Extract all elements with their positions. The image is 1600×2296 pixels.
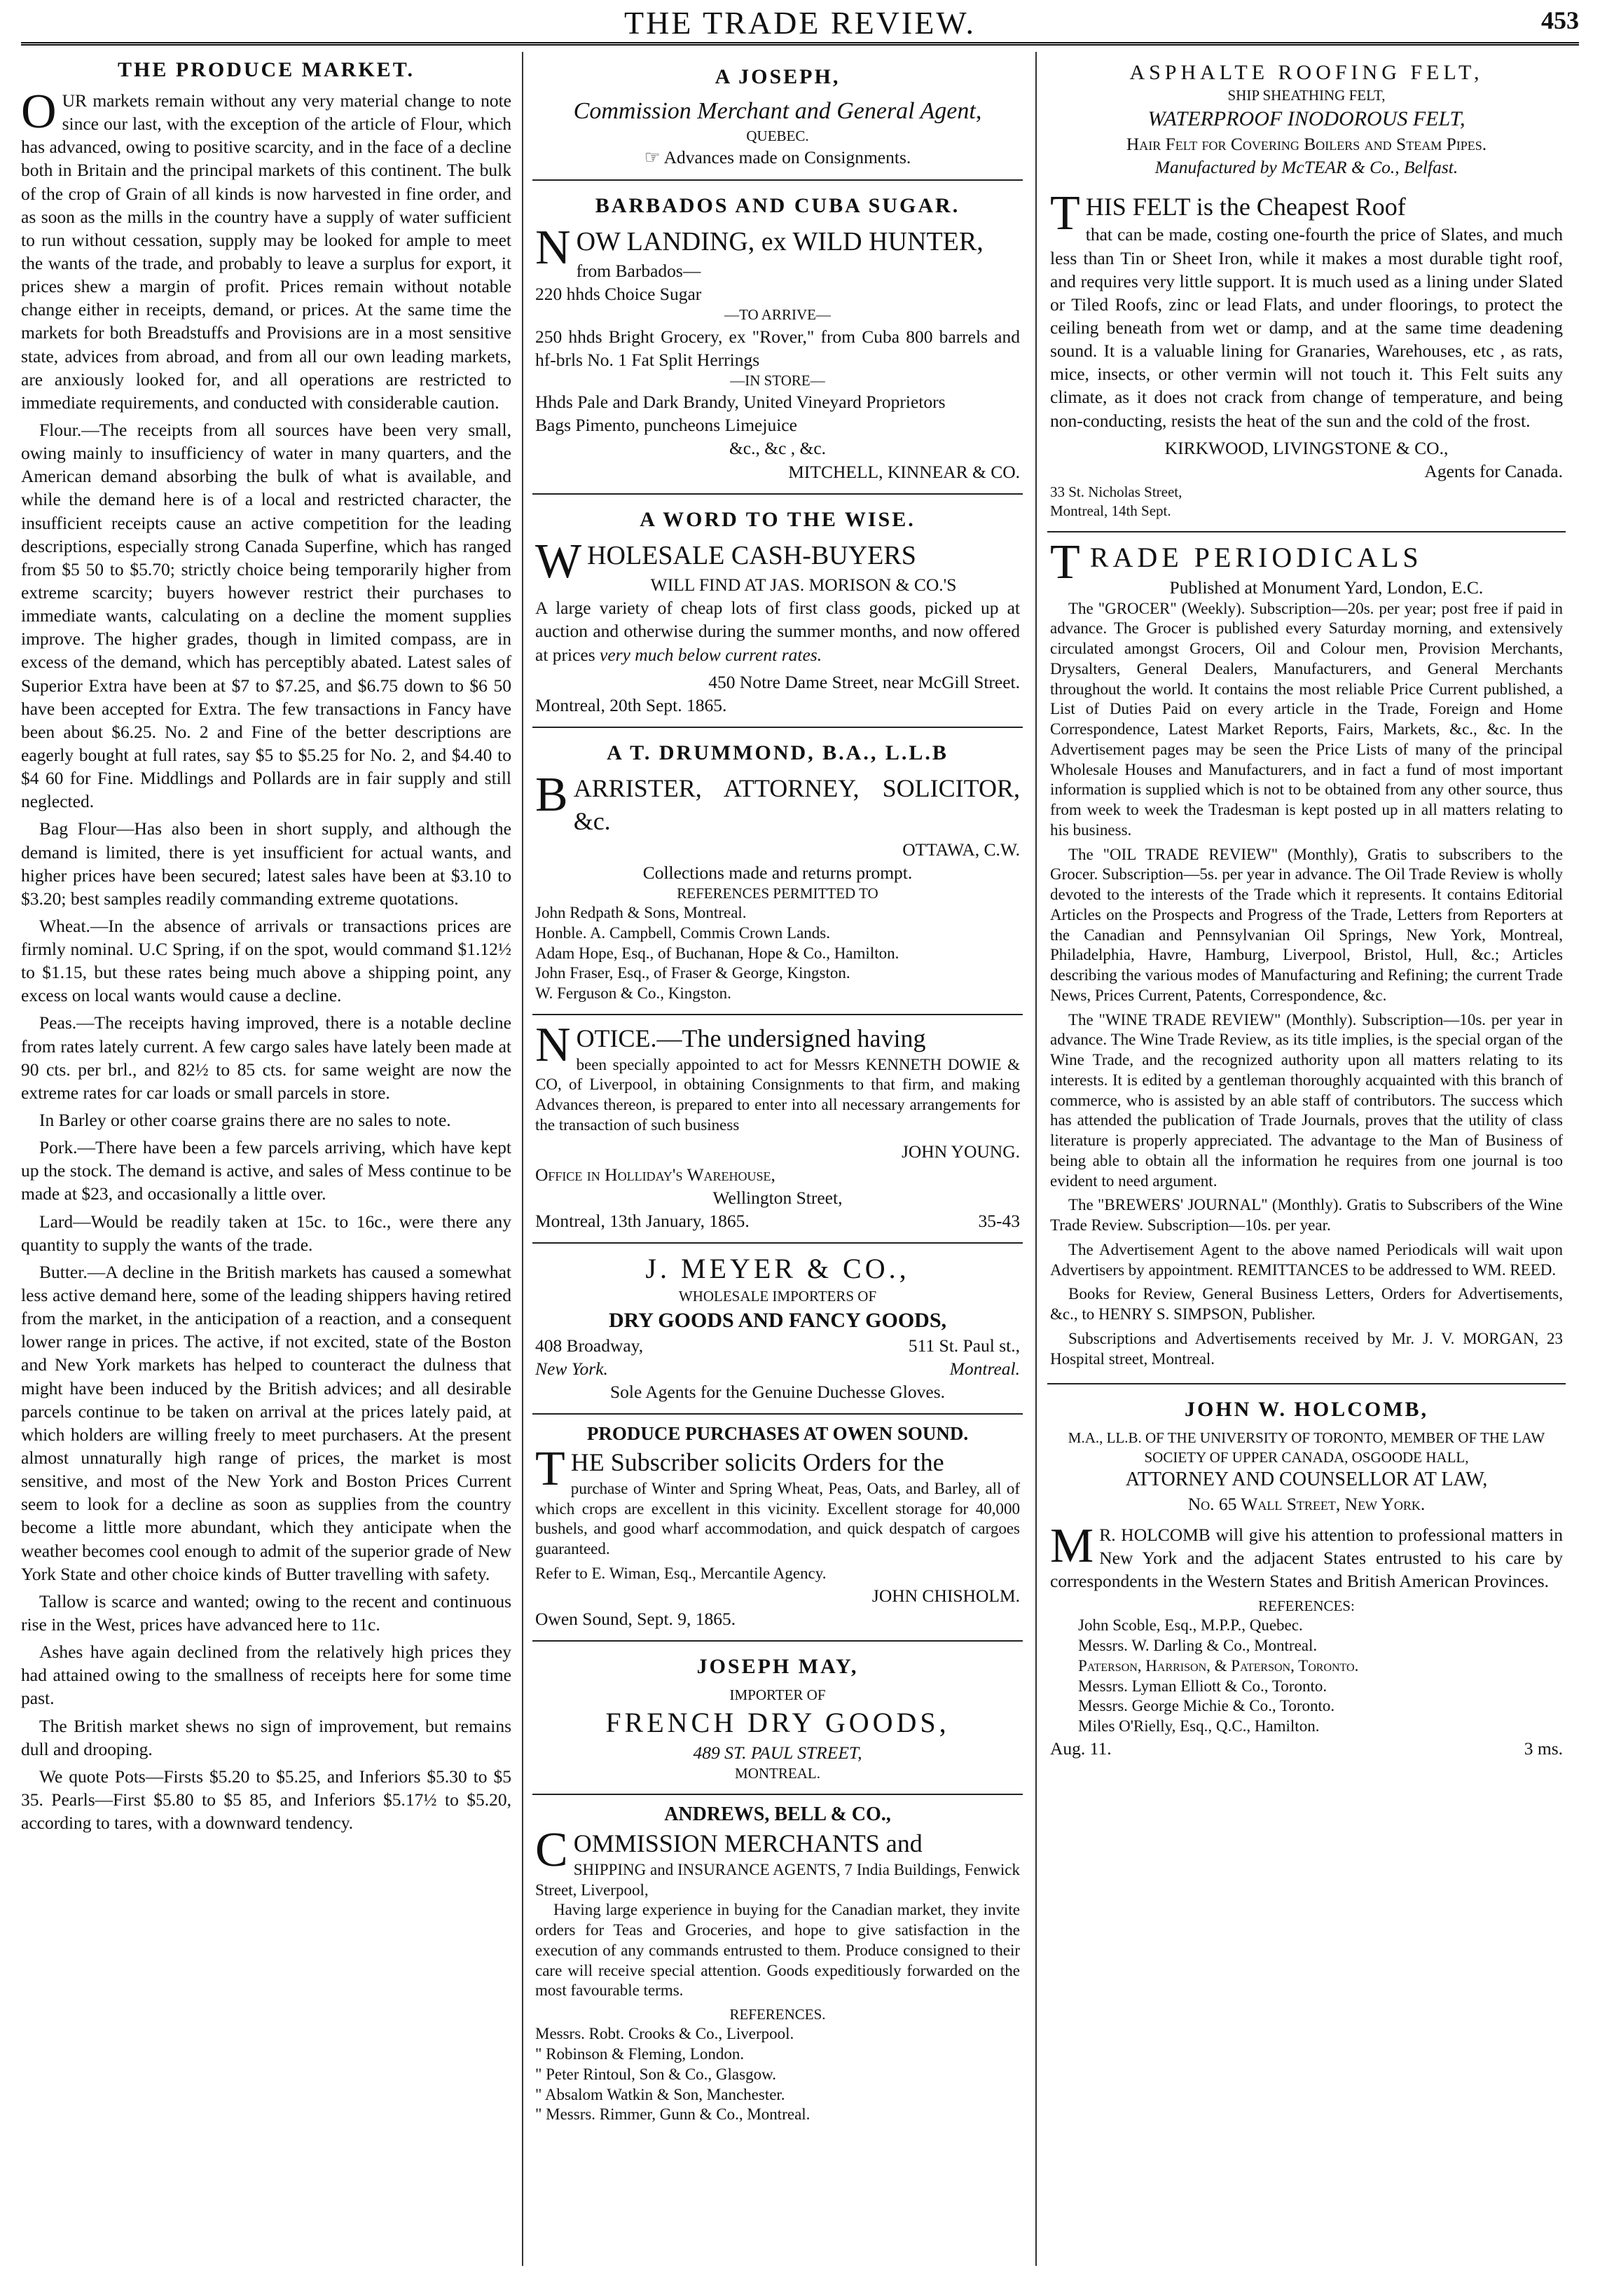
ad-title: JOHN W. HOLCOMB, bbox=[1184, 1398, 1429, 1422]
flour-paragraph: Flour.—The receipts from all sources have been very small, owing mainly to insufficiency of water in many quarters, and the American demand absorbing the bulk of what is available, and while the demand here is of a local and restricted character, the insufficient receipts cause an active competition for the leading descriptions, especially strong Canada Superfine, which has ranged from $5 50 to $5.70; strictly choice being temporarily higher from extreme scarcity; buyers however restrict their purchases to immediate wants, calculating on a decline the moment supplies improve. The higher grades, though in limited compass, are in excess of the demand, which has perceptibly abated. Latest sales of Superior Extra have been at $7 to $7.25, and $6.75 down to $6 50 have been accepted for Extra. The few transactions in Fancy have been about $6.25. No. 2 and Fine of the better descriptions are eagerly bought at full rates, say $5 to $5.25 for No. 2, and $4.40 to $4 60 for Fine. Middlings and Pollards are in fair supply and still neglected. bbox=[21, 419, 511, 812]
ad-references bbox=[535, 2024, 1020, 2125]
ad-references bbox=[1050, 1616, 1563, 1737]
pork-paragraph: Pork.—There have been a few parcels arriving, which have kept up the stock. The demand is active, and sales of Mess continue to be made at $23, and occasionally a little over. bbox=[21, 1137, 511, 1204]
oil-trade-paragraph: The "OIL TRADE REVIEW" (Monthly), Gratis to subscribers to the Grocer. Subscription—5s. per year in advance. The Oil Trade Review is wholly devoted to the interests of the Trade which it represents. It contains Editorial Articles on the Prospects and Progress of the Trade, Letters from Reporters at the Canadian and Pennsylvanian Oil Springs, New York, Montreal, Philadelphia, Havre, Hamburg, Liverpool, Bristol, Hull, &c.; Articles describing the various modes of Manufacturing and Refining; the current Trade News, Prices Current, Patents, Correspondence, &c. bbox=[1050, 845, 1563, 1004]
ad-reference: Refer to E. Wiman, Esq., Mercantile Agency. bbox=[535, 1564, 827, 1582]
butter-paragraph: Butter.—A decline in the British markets has caused a somewhat less active demand here, some of the leading shippers having retired from the market, in the anticipation of a reaction, and a consequent lower range in prices. The active, if not excited, state of the Boston and New York markets has helped to counteract the dulness that might have been induced by the British advices; and all desirable parcels continue to be taken on arrival at the prices lately paid, at which holders are willing freely to meet purchasers. At the present almost unnaturally high range of prices, the market is most sensitive, and most of the New York and Boston Prices Current seem to look for a decline as soon as supplies from the country become a little more abundant, which they anticipate when the weather becomes cool enough to admit of the superior grade of New York State and other choice kinds of Butter travelling with safety. bbox=[21, 1261, 511, 1584]
ad-line: 220 hhds Choice Sugar bbox=[535, 284, 702, 305]
ad-body: been specially appointed to act for Messrs KENNETH DOWIE & CO, of Liverpool, in obtaining Consignments to that firm, and making Advances thereon, is prepared to enter into all necessary arrangements for the transaction of such business bbox=[535, 1055, 1020, 1134]
ad-drummond bbox=[532, 728, 1023, 1015]
column-produce-market bbox=[21, 52, 511, 2280]
ad-joseph bbox=[532, 52, 1023, 181]
ad-credentials: M.A., LL.B. OF THE UNIVERSITY OF TORONTO, MEMBER OF THE LAW SOCIETY OF UPPER CANADA, OSGOODE HALL, bbox=[1068, 1429, 1545, 1466]
ad-cities bbox=[535, 1357, 1020, 1380]
wine-trade-paragraph: The "WINE TRADE REVIEW" (Monthly). Subscription—10s. per year in advance. The Wine Trade Review, as its title implies, is the special organ of the Wine Trade, and the recognized authority upon all matters relating to its interests. It is edited by a gentleman thoroughly acquainted with this branch of commerce, who is assisted by an able staff of contributors. The success which has attended the publication of Trade Journals, proves that the utility of class literature is properly appreciated. The advantage to the Man of Business of being able to obtain all the information he requires from one journal is too evident to need argument. bbox=[1050, 1010, 1563, 1190]
ad-date: Montreal, 20th Sept. 1865. bbox=[535, 694, 727, 715]
intro-text: UR markets remain without any very material change to note since our last, with the exception of the article of Flour, which has advanced, owing to positive scarcity, and in the face of a decline both in Britain and the principal markets of this continent. The bulk of the crop of Grain of all kinds is now harvested in fine order, and as soon as the mills in the country have a supply of water sufficient to run without cessation, supply may be looked for ample to meet the wants of the trade, and probably to leave a surplus for export, it prices shew a margin of profit. Prices remain without notable change either in receipts, demand, or prices. At the same time the markets for both Breadstuffs and Provisions are in a most sensitive state, advices from abroad, and from all our own leading markets, are anxiously looked for, and all operations are restricted to immediate requirements, and conducted with considerable caution. bbox=[21, 90, 511, 413]
ad-address: Wellington Street, bbox=[712, 1187, 843, 1208]
ad-body: purchase of Winter and Spring Wheat, Peas, Oats, and Barley, all of which crops are excellent in this vicinity. Excellent storage for 40,000 bushels, and good wharf accommodation, and quick despatch of cargoes guaranteed. bbox=[535, 1479, 1020, 1558]
drop-cap: O bbox=[21, 85, 57, 139]
ad-title bbox=[535, 1823, 1020, 1878]
ad-body-text: A large variety of cheap lots of first class goods, picked up at auction and otherwise during the summer months, and now offered at prices bbox=[535, 598, 1020, 665]
ad-title-text: HOLESALE CASH-BUYERS bbox=[587, 540, 916, 570]
agent-paragraph: The Advertisement Agent to the above named Periodicals will wait upon Advertisers by appointment. REMITTANCES to be addressed to WM. REED. bbox=[1050, 1240, 1563, 1279]
ad-barbados-sugar bbox=[532, 181, 1023, 495]
ad-refs-label: REFERENCES. bbox=[729, 2006, 826, 2023]
ad-city: New York. bbox=[535, 1358, 608, 1379]
ad-title: J. MEYER & CO., bbox=[645, 1253, 910, 1285]
wheat-paragraph: Wheat.—In the absence of arrivals or transactions prices are firmly nominal. U.C Spring, if on the spot, would command $1.12½ to $1.15, but these rates being much above a shipping point, any excess on local wants would cause a decline. bbox=[21, 915, 511, 1006]
ad-subtitle: Commission Merchant and General Agent, bbox=[573, 98, 982, 124]
reference-item: Miles O'Rielly, Esq., Q.C., Hamilton. bbox=[1078, 1717, 1320, 1735]
barley-paragraph: In Barley or other coarse grains there are no sales to note. bbox=[39, 1110, 451, 1131]
reference-item: Messrs. Lyman Elliott & Co., Toronto. bbox=[1078, 1677, 1327, 1695]
ad-city: QUEBEC. bbox=[746, 128, 809, 145]
ad-headline bbox=[1050, 186, 1563, 240]
ad-title-text: ARRISTER, ATTORNEY, SOLICITOR, &c. bbox=[573, 774, 1020, 835]
drop-cap: C bbox=[535, 1823, 568, 1878]
peas-paragraph: Peas.—The receipts having improved, there is a notable decline from rates lately current. A few cargo sales have lately been made at 90 cts. per brl., and 82½ to 85 cts. for same weight are now the extreme rates for car loads or small parcels in store. bbox=[21, 1012, 511, 1103]
ad-roofing-felt bbox=[1047, 52, 1566, 532]
ad-title: JOSEPH MAY, bbox=[696, 1654, 859, 1678]
ad-meyer bbox=[532, 1244, 1023, 1415]
ad-agents: Agents for Canada. bbox=[1424, 460, 1563, 481]
brewers-paragraph: The "BREWERS' JOURNAL" (Monthly). Gratis to Subscribers of the Wine Trade Review. Subscription—10s. per year. bbox=[1050, 1196, 1563, 1235]
ad-subtitle: WHOLESALE IMPORTERS OF bbox=[678, 1288, 877, 1305]
ad-references bbox=[535, 903, 1020, 1004]
ad-body-text: R. HOLCOMB will give his attention to professional matters in New York and the adjacent States entrusted to his care by correspondents in the Western States and British American Provinces. bbox=[1050, 1524, 1563, 1591]
ad-title bbox=[535, 1442, 1020, 1497]
reference-item: John Redpath & Sons, Montreal. bbox=[535, 904, 747, 922]
ad-address: 408 Broadway, bbox=[535, 1335, 644, 1356]
reference-item: John Scoble, Esq., M.P.P., Quebec. bbox=[1078, 1616, 1303, 1635]
reference-item: Messrs. George Michie & Co., Toronto. bbox=[1078, 1697, 1335, 1715]
ad-addresses bbox=[535, 1334, 1020, 1357]
header-rule bbox=[21, 42, 1579, 46]
ad-line: Bags Pimento, puncheons Limejuice bbox=[535, 415, 797, 436]
ad-body-italic: very much below current rates. bbox=[600, 644, 822, 665]
ad-note: Sole Agents for the Genuine Duchesse Gloves. bbox=[609, 1381, 946, 1402]
ad-subtitle: SHIPPING and INSURANCE AGENTS, 7 India Buildings, Fenwick Street, Liverpool, bbox=[535, 1860, 1020, 1899]
page-header bbox=[0, 0, 1600, 49]
column-advertisements-right bbox=[1047, 52, 1566, 2280]
ad-city: Montreal. bbox=[949, 1358, 1020, 1379]
drop-cap: T bbox=[535, 1442, 565, 1497]
ad-goods: FRENCH DRY GOODS, bbox=[605, 1707, 950, 1739]
bag-flour-paragraph: Bag Flour—Has also been in short supply, and although the demand is limited, there is yet insufficient for actual wants, and higher prices have been secured; latest sales have been at $3.10 to $3.20; best samples readily commanding extreme quotations. bbox=[21, 818, 511, 909]
ad-label: —IN STORE— bbox=[730, 371, 825, 389]
drop-cap: T bbox=[1050, 535, 1084, 589]
ad-heading: PRODUCE PURCHASES AT OWEN SOUND. bbox=[586, 1422, 969, 1444]
tallow-paragraph: Tallow is scarce and wanted; owing to the recent and continuous rise in the West, prices have advanced here to 11c. bbox=[21, 1590, 511, 1635]
ad-headline-text: HIS FELT is the Cheapest Roof bbox=[1085, 192, 1406, 221]
ad-joseph-may bbox=[532, 1642, 1023, 1795]
running-title: THE TRADE REVIEW. bbox=[623, 5, 976, 41]
reference-item: Paterson, Harrison, & Paterson, Toronto. bbox=[1078, 1656, 1359, 1675]
ad-date: Montreal, 14th Sept. bbox=[1050, 502, 1171, 520]
column-divider bbox=[1035, 52, 1037, 2266]
ad-title: A JOSEPH, bbox=[715, 65, 841, 88]
ad-signature: MITCHELL, KINNEAR & CO. bbox=[788, 461, 1020, 482]
ad-title bbox=[535, 767, 1020, 838]
ad-heading: A T. DRUMMOND, B.A., L.L.B bbox=[607, 741, 949, 764]
reference-item: " Messrs. Rimmer, Gunn & Co., Montreal. bbox=[535, 2105, 811, 2124]
ad-address: 33 St. Nicholas Street, bbox=[1050, 483, 1182, 500]
ad-label: —TO ARRIVE— bbox=[724, 306, 831, 324]
reference-item: " Absalom Watkin & Son, Manchester. bbox=[535, 2085, 785, 2103]
lard-paragraph: Lard—Would be readily taken at 15c. to 16c., were there any quantity to supply the wants of the trade. bbox=[21, 1211, 511, 1255]
ad-heading: A WORD TO THE WISE. bbox=[640, 507, 916, 531]
ad-subtitle: Published at Monument Yard, London, E.C. bbox=[1169, 577, 1484, 598]
page-number: 453 bbox=[1541, 6, 1579, 34]
ad-address: 489 ST. PAUL STREET, bbox=[693, 1742, 862, 1764]
ad-subtitle: WATERPROOF INODOROUS FELT, bbox=[1147, 107, 1465, 131]
ashes-paragraph: Ashes have again declined from the relatively high prices they had attained owing to the smallness of receipts here for some time past. bbox=[21, 1642, 511, 1709]
ad-footer bbox=[1050, 1737, 1563, 1760]
ad-body: that can be made, costing one-fourth the price of Slates, and much less than Tin or Sheet Iron, while it makes a most durable tight roof, and requires very little support. It is much used as a lining under Slated or Tiled Roofs, zinc or lead Flats, and under floorings, to protect the ceiling beneath from wet or damp, and at the same time deadening sound. It is a valuable lining for Granaries, Warehouses, etc , as rats, mice, insects, or other vermin will not touch it. This Felt suits any climate, as it does not crack from change of temperature, and being non-conducting, resists the heat of the sun and the cold of the frost. bbox=[1050, 224, 1563, 431]
drop-cap: M bbox=[1050, 1518, 1094, 1573]
drop-cap: T bbox=[1050, 186, 1080, 240]
ad-subtitle: IMPORTER OF bbox=[729, 1686, 826, 1703]
ad-subtitle: Hair Felt for Covering Boilers and Steam Pipes. bbox=[1126, 134, 1487, 155]
ad-notice bbox=[532, 1015, 1023, 1244]
ad-date: Montreal, 13th January, 1865. bbox=[535, 1211, 750, 1232]
ad-subtitle: SHIP SHEATHING FELT, bbox=[1227, 87, 1386, 104]
ad-line: Hhds Pale and Dark Brandy, United Vineyard Proprietors bbox=[535, 392, 946, 413]
ad-holcomb bbox=[1047, 1384, 1566, 1769]
drop-cap: N bbox=[535, 1017, 571, 1072]
ashes-market-paragraph: The British market shews no sign of improvement, but remains dull and drooping. bbox=[21, 1715, 511, 1759]
column-divider bbox=[522, 52, 523, 2266]
reference-item: John Fraser, Esq., of Fraser & George, Kingston. bbox=[535, 964, 850, 982]
ad-word-to-the-wise bbox=[532, 495, 1023, 728]
ad-body: Having large experience in buying for the Canadian market, they invite orders for Teas and Groceries, and hope to give satisfaction in the execution of any commands entrusted to them. Produce consigned to their care will receive special attention. Goods expeditiously forwarded on the most favourable terms. bbox=[535, 1901, 1020, 2000]
ad-signature: JOHN YOUNG. bbox=[901, 1141, 1020, 1162]
ad-title bbox=[535, 1017, 1020, 1072]
ad-line: from Barbados— bbox=[576, 261, 701, 282]
ad-refs-label: REFERENCES: bbox=[1258, 1597, 1355, 1614]
ad-line: 250 hhds Bright Grocery, ex "Rover," from Cuba 800 barrels and hf-brls No. 1 Fat Split Herrings bbox=[535, 326, 1020, 370]
ad-heading: ANDREWS, BELL & CO., bbox=[664, 1803, 891, 1825]
ad-title-text: OTICE.—The undersigned having bbox=[576, 1024, 926, 1052]
drop-cap: N bbox=[535, 220, 571, 275]
ad-trade-periodicals bbox=[1047, 532, 1566, 1385]
ad-maker: Manufactured by McTEAR & Co., Belfast. bbox=[1154, 157, 1458, 178]
ad-signature: KIRKWOOD, LIVINGSTONE & CO., bbox=[1164, 437, 1449, 458]
ad-title-text: OW LANDING, ex WILD HUNTER, bbox=[576, 226, 984, 256]
ad-line: &c., &c , &c. bbox=[729, 438, 827, 459]
ad-address: 511 St. Paul st., bbox=[908, 1335, 1020, 1356]
reference-item: Honble. A. Campbell, Commis Crown Lands. bbox=[535, 923, 831, 942]
ad-address: Office in Holliday's Warehouse, bbox=[535, 1164, 775, 1185]
reference-item: " Robinson & Fleming, London. bbox=[535, 2045, 745, 2063]
drop-cap: W bbox=[535, 534, 582, 589]
ad-signature: JOHN CHISHOLM. bbox=[871, 1585, 1020, 1606]
ad-date: Aug. 11. bbox=[1050, 1738, 1112, 1759]
ad-address: No. 65 Wall Street, New York. bbox=[1187, 1494, 1426, 1515]
drop-cap: B bbox=[535, 767, 568, 822]
ad-refs-label: REFERENCES PERMITTED TO bbox=[677, 884, 878, 902]
ad-heading: BARBADOS AND CUBA SUGAR. bbox=[595, 193, 960, 217]
reference-item: Adam Hope, Esq., of Buchanan, Hope & Co., Hamilton. bbox=[535, 944, 899, 962]
ad-line: Collections made and returns prompt. bbox=[642, 862, 913, 883]
ad-city: MONTREAL. bbox=[735, 1765, 820, 1782]
ad-address: 450 Notre Dame Street, near McGill Street. bbox=[708, 671, 1020, 692]
ad-title: ASPHALTE ROOFING FELT, bbox=[1129, 61, 1484, 84]
ad-number: 35-43 bbox=[978, 1211, 1020, 1232]
grocer-paragraph: The "GROCER" (Weekly). Subscription—20s. per year; post free if paid in advance. The Grocer is published every Saturday morning, and extensively circulated amongst Grocers, Oil and Colour men, Provision Merchants, Drysalters, General Dealers, Manufacturers, and General Merchants throughout the world. It contains the most reliable Price Current published, a List of Duties Paid on every article in the Trade, Foreign and Home Correspondence, Latest Market Reports, Fairs, Markets, &c., &c. In the Advertisement pages may be seen the Price Lists of many of the principal Wholesale Houses and Manufacturers, and in fact a fund of most important information is supplied which is not to be obtained from any other source, thus from week to week the Tradesman is kept posted up in all matters relating to his business. bbox=[1050, 599, 1563, 839]
ashes-quote-paragraph: We quote Pots—Firsts $5.20 to $5.25, and Inferiors $5.30 to $5 35. Pearls—First $5.80 to $5 85, and Inferiors $5.17½ to $5.20, according to tares, with a downward tendency. bbox=[21, 1766, 511, 1834]
reference-item: W. Ferguson & Co., Kingston. bbox=[535, 984, 731, 1003]
books-paragraph: Books for Review, General Business Letters, Orders for Advertisements, &c., to HENRY S. SIMPSON, Publisher. bbox=[1050, 1285, 1563, 1324]
ad-line: WILL FIND AT JAS. MORISON & CO.'S bbox=[650, 575, 957, 596]
ad-goods: DRY GOODS AND FANCY GOODS, bbox=[608, 1308, 947, 1332]
ad-role: ATTORNEY AND COUNSELLOR AT LAW, bbox=[1125, 1469, 1488, 1490]
ad-note: ☞ Advances made on Consignments. bbox=[644, 147, 911, 168]
reference-item: Messrs. W. Darling & Co., Montreal. bbox=[1078, 1637, 1318, 1654]
column-advertisements-middle bbox=[532, 52, 1023, 2280]
subscriptions-paragraph: Subscriptions and Advertisements received by Mr. J. V. MORGAN, 23 Hospital street, Montreal. bbox=[1050, 1329, 1563, 1368]
article-heading: THE PRODUCE MARKET. bbox=[118, 58, 415, 81]
ad-title-text: HE Subscriber solicits Orders for the bbox=[570, 1448, 944, 1477]
ad-footer bbox=[535, 1209, 1020, 1232]
ad-body bbox=[535, 596, 1020, 666]
ad-term: 3 ms. bbox=[1524, 1738, 1563, 1759]
ad-andrews-bell bbox=[532, 1795, 1023, 2135]
ad-date: Owen Sound, Sept. 9, 1865. bbox=[535, 1608, 736, 1629]
ad-body bbox=[1050, 1518, 1563, 1593]
ad-owen-sound bbox=[532, 1415, 1023, 1642]
reference-item: Messrs. Robt. Crooks & Co., Liverpool. bbox=[535, 2025, 794, 2043]
ad-title-text: OMMISSION MERCHANTS and bbox=[573, 1829, 923, 1858]
article-intro bbox=[21, 85, 511, 414]
ad-city: OTTAWA, C.W. bbox=[902, 839, 1020, 860]
ad-title-text: RADE PERIODICALS bbox=[1089, 541, 1423, 573]
reference-item: " Peter Rintoul, Son & Co., Glasgow. bbox=[535, 2065, 776, 2083]
